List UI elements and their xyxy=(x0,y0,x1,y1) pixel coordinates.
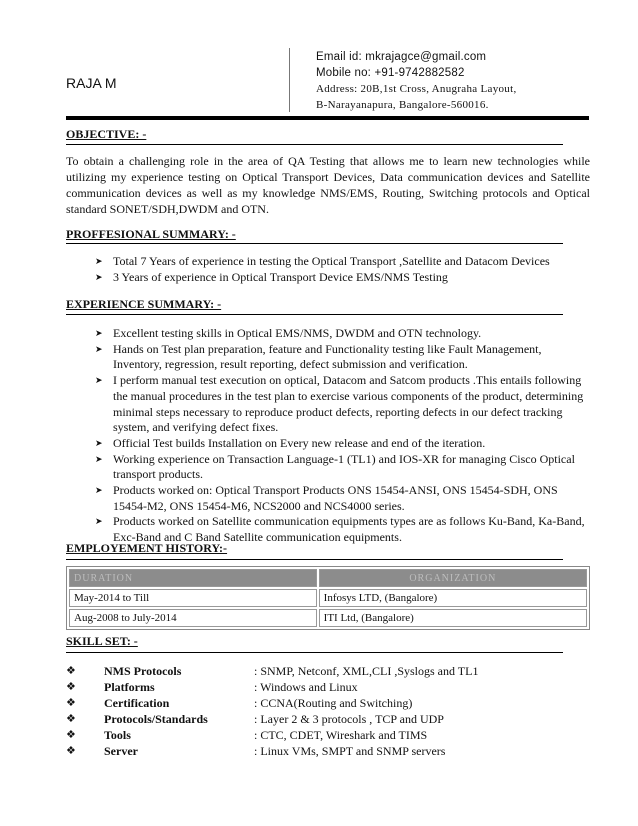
arrow-bullet-icon: ➤ xyxy=(95,343,103,354)
professional-heading: PROFFESIONAL SUMMARY: - xyxy=(66,227,236,241)
contact-block xyxy=(316,49,517,113)
list-item: ➤ Excellent testing skills in Optical EMS/NMS, DWDM and OTN technology. xyxy=(95,326,482,340)
skills-heading: SKILL SET: - xyxy=(66,634,138,648)
organization-cell: ITI Ltd, (Bangalore) xyxy=(319,609,587,627)
objective-rule xyxy=(66,144,563,145)
list-item: ➤ Products worked on: Optical Transport Products ONS 15454-ANSI, ONS 15454-SDH, ONS 15454-M2, ONS 15454-M6, NCS2000 and NCS4000 series. xyxy=(95,483,558,513)
arrow-bullet-icon: ➤ xyxy=(95,375,103,386)
employment-table xyxy=(66,566,590,630)
arrow-bullet-icon: ➤ xyxy=(95,437,103,448)
table-row xyxy=(69,589,587,607)
arrow-bullet-icon: ➤ xyxy=(95,516,103,527)
diamond-bullet-icon: ❖ xyxy=(66,745,76,757)
objective-text: To obtain a challenging role in the area of QA Testing that allows me to learn new technologies while utilizing my experience testing on Optical Transport Devices, Data communication devices and Satellite communication devices as well as my knowledge NMS/EMS, Routing, Switching protocols and Optical standard SONET/SDH,DWDM and OTN. xyxy=(66,154,590,216)
list-item: ➤ 3 Years of experience in Optical Transport Device EMS/NMS Testing xyxy=(95,269,448,284)
professional-list xyxy=(95,254,590,285)
diamond-bullet-icon: ❖ xyxy=(66,681,76,693)
professional-rule xyxy=(66,243,563,244)
email: Email id: mkrajagce@gmail.com xyxy=(316,51,487,63)
diamond-bullet-icon: ❖ xyxy=(66,713,76,725)
diamond-bullet-icon: ❖ xyxy=(66,697,76,709)
arrow-bullet-icon: ➤ xyxy=(95,453,103,464)
employment-heading: EMPLOYEMENT HISTORY:- xyxy=(66,541,228,555)
list-item: ➤ Official Test builds Installation on Every new release and end of the iteration. xyxy=(95,435,486,450)
employment-rule xyxy=(66,559,563,560)
header-bar xyxy=(66,116,589,120)
table-row xyxy=(69,609,587,627)
duration-cell: Aug-2008 to July-2014 xyxy=(69,609,317,627)
header-divider xyxy=(289,48,290,112)
arrow-bullet-icon: ➤ xyxy=(95,485,103,496)
objective-heading: OBJECTIVE: - xyxy=(66,127,147,141)
duration-cell: May-2014 to Till xyxy=(69,589,317,607)
address-line-1: Address: 20B,1st Cross, Anugraha Layout, xyxy=(316,83,517,95)
experience-heading: EXPERIENCE SUMMARY: - xyxy=(66,297,222,311)
organization-cell: Infosys LTD, (Bangalore) xyxy=(319,589,587,607)
address-line-2: B-Narayanapura, Bangalore-560016. xyxy=(316,99,489,111)
duration-column-header: DURATION xyxy=(69,569,317,587)
organization-column-header: ORGANIZATION xyxy=(319,569,587,587)
arrow-bullet-icon: ➤ xyxy=(95,256,103,266)
table-header-row xyxy=(69,569,587,587)
skills-rule xyxy=(66,652,563,653)
list-item: ➤ I perform manual test execution on optical, Datacom and Satcom products .This entails following the manual procedures in the test plan to exercise various components of the product, determining minimal steps necessary to reproduce product defects, reporting defects in our defect tracking system, and verifying defect fixes. xyxy=(95,373,584,435)
experience-rule xyxy=(66,314,563,315)
arrow-bullet-icon: ➤ xyxy=(95,328,103,338)
diamond-bullet-icon: ❖ xyxy=(66,729,76,741)
list-item: ➤ Working experience on Transaction Language-1 (TL1) and IOS-XR for managing Cisco Optical transport products. xyxy=(95,451,575,482)
list-item: ➤ Hands on Test plan preparation, feature and Functionality testing like Fault Management, Inventory, regression, result reporting, defect submission and verification. xyxy=(95,341,542,372)
list-item: ➤ Total 7 Years of experience in testing the Optical Transport ,Satellite and Datacom Devices xyxy=(95,254,550,268)
arrow-bullet-icon: ➤ xyxy=(95,271,103,282)
mobile: Mobile no: +91-9742882582 xyxy=(316,67,465,79)
diamond-bullet-icon: ❖ xyxy=(66,665,76,677)
experience-list xyxy=(95,326,590,546)
candidate-name: RAJA M xyxy=(66,75,117,91)
list-item: ➤ Products worked on Satellite communication equipments types are as follows Ku-Band, Ka-Band, Exc-Band and C Band Satellite communication equipments. xyxy=(95,514,585,545)
